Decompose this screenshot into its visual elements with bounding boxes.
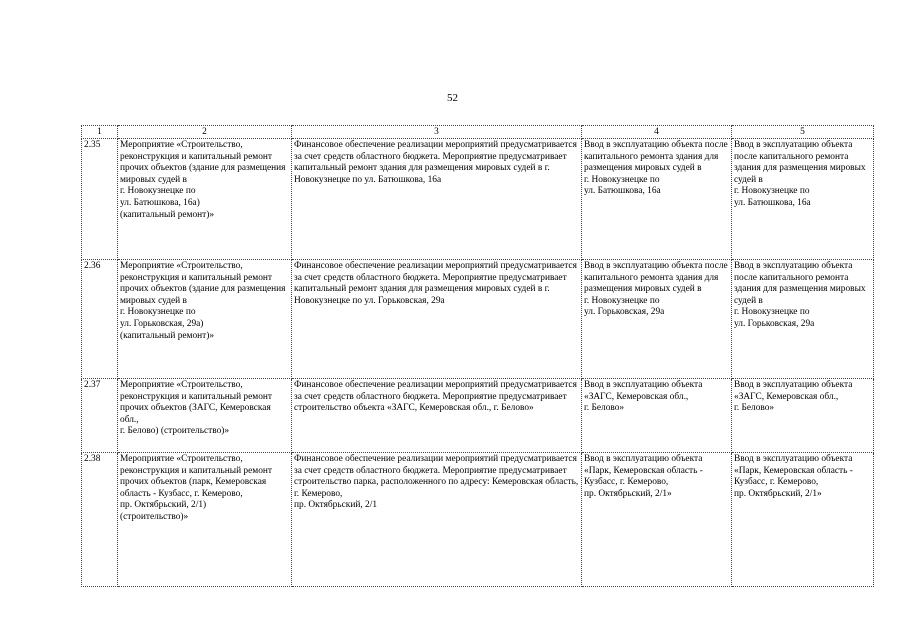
column-header: 3 bbox=[292, 126, 582, 139]
financing-cell: Финансовое обеспечение реализации мероприятий предусматривается за счет средств областного бюджета. Мероприятие предусматривает капитальный ремонт здания для размещения мировых судей в г. Новокузнецке по ул. Батюшкова, 16а bbox=[292, 139, 582, 260]
event-name-cell: Мероприятие «Строительство, реконструкция и капитальный ремонт прочих объектов (здание для размещения мировых судей в г. Новокузнецке по ул. Батюшкова, 16а) (капитальный ремонт)» bbox=[118, 139, 292, 260]
table-row bbox=[82, 260, 874, 379]
result-cell: Ввод в эксплуатацию объекта после капитального ремонта здания для размещения мировых судей в г. Новокузнецке по ул. Горьковская, 29а bbox=[732, 260, 874, 379]
page-number: 52 bbox=[447, 92, 458, 104]
row-number-cell: 2.38 bbox=[82, 453, 118, 587]
event-name-cell: Мероприятие «Строительство, реконструкция и капитальный ремонт прочих объектов (парк, Кемеровская область - Кузбасс, г. Кемерово, пр. Октябрьский, 2/1) (строительство)» bbox=[118, 453, 292, 587]
column-header: 2 bbox=[118, 126, 292, 139]
result-cell: Ввод в эксплуатацию объекта «ЗАГС, Кемеровская обл., г. Белово» bbox=[732, 379, 874, 453]
column-header: 4 bbox=[582, 126, 732, 139]
row-number-cell: 2.37 bbox=[82, 379, 118, 453]
event-name-cell: Мероприятие «Строительство, реконструкция и капитальный ремонт прочих объектов (ЗАГС, Кемеровская обл., г. Белово) (строительство)» bbox=[118, 379, 292, 453]
result-cell: Ввод в эксплуатацию объекта после капитального ремонта здания для размещения мировых судей в г. Новокузнецке по ул. Горьковская, 29а bbox=[582, 260, 732, 379]
table-row bbox=[82, 379, 874, 453]
table-header-row bbox=[82, 126, 874, 139]
financing-cell: Финансовое обеспечение реализации мероприятий предусматривается за счет средств областного бюджета. Мероприятие предусматривает капитальный ремонт здания для размещения мировых судей в г. Новокузнецке по ул. Горьковская, 29а bbox=[292, 260, 582, 379]
result-cell: Ввод в эксплуатацию объекта после капитального ремонта здания для размещения мировых судей в г. Новокузнецке по ул. Батюшкова, 16а bbox=[582, 139, 732, 260]
event-name-cell: Мероприятие «Строительство, реконструкция и капитальный ремонт прочих объектов (здание для размещения мировых судей в г. Новокузнецке по ул. Горьковская, 29а) (капитальный ремонт)» bbox=[118, 260, 292, 379]
financing-cell: Финансовое обеспечение реализации мероприятий предусматривается за счет средств областного бюджета. Мероприятие предусматривает строительство парка, расположенного по адресу: Кемеровская область, г. Кемерово, пр. Октябрьский, 2/1 bbox=[292, 453, 582, 587]
row-number-cell: 2.36 bbox=[82, 260, 118, 379]
result-cell: Ввод в эксплуатацию объекта «Парк, Кемеровская область - Кузбасс, г. Кемерово, пр. Октябрьский, 2/1» bbox=[582, 453, 732, 587]
program-events-table bbox=[81, 125, 874, 587]
table-row bbox=[82, 453, 874, 587]
column-header: 5 bbox=[732, 126, 874, 139]
result-cell: Ввод в эксплуатацию объекта «Парк, Кемеровская область - Кузбасс, г. Кемерово, пр. Октябрьский, 2/1» bbox=[732, 453, 874, 587]
column-header: 1 bbox=[82, 126, 118, 139]
result-cell: Ввод в эксплуатацию объекта после капитального ремонта здания для размещения мировых судей в г. Новокузнецке по ул. Батюшкова, 16а bbox=[732, 139, 874, 260]
table-row bbox=[82, 139, 874, 260]
result-cell: Ввод в эксплуатацию объекта «ЗАГС, Кемеровская обл., г. Белово» bbox=[582, 379, 732, 453]
row-number-cell: 2.35 bbox=[82, 139, 118, 260]
financing-cell: Финансовое обеспечение реализации мероприятий предусматривается за счет средств областного бюджета. Мероприятие предусматривает строительство объекта «ЗАГС, Кемеровская обл., г. Белово» bbox=[292, 379, 582, 453]
